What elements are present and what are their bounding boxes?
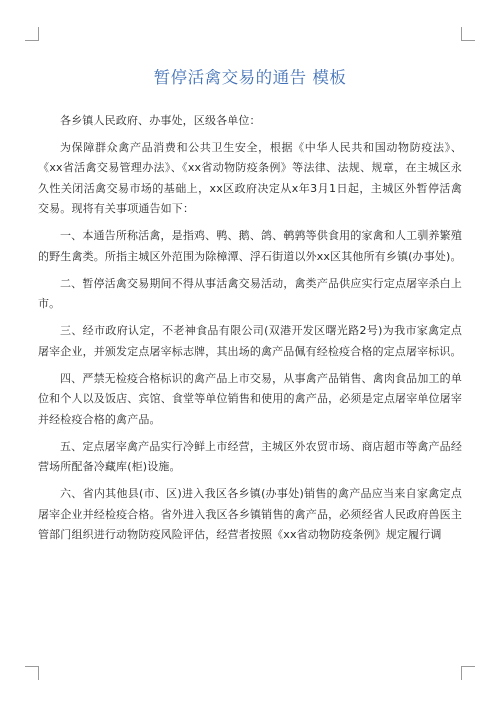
crop-mark-bottom-right bbox=[461, 666, 462, 680]
crop-mark-top-right bbox=[461, 27, 462, 41]
paragraph-item-1: 一、本通告所称活禽，是指鸡、鸭、鹅、鸽、鹌鹑等供食用的家禽和人工驯养繁殖的野生禽类。所指主城区外范围为除樟潭、浮石街道以外xx区其他所有乡镇(办事处)。 bbox=[38, 229, 462, 263]
crop-mark-bottom-left bbox=[25, 666, 39, 667]
paragraph-item-4: 四、严禁无检疫合格标识的禽产品上市交易，从事禽产品销售、禽肉食品加工的单位和个人以及饭店、宾馆、食堂等单位销售和使用的禽产品，必须是定点屠宰单位屠宰并经检疫合格的禽产品。 bbox=[38, 371, 462, 426]
crop-mark-bottom-right bbox=[461, 666, 475, 667]
crop-mark-top-left bbox=[38, 27, 39, 41]
crop-mark-top-left bbox=[25, 40, 39, 41]
document-body bbox=[38, 111, 462, 552]
crop-mark-top-right bbox=[461, 40, 475, 41]
paragraph-item-5: 五、定点屠宰禽产品实行冷鲜上市经营，主城区外农贸市场、商店超市等禽产品经营场所配备冷藏库(柜)设施。 bbox=[38, 439, 462, 473]
salutation: 各乡镇人民政府、办事处，区级各单位： bbox=[60, 114, 261, 127]
paragraph-intro: 为保障群众禽产品消费和公共卫生安全，根据《中华人民共和国动物防疫法》、《xx省活禽交易管理办法》、《xx省动物防疫条例》等法律、法规、规章，在主城区永久性关闭活禽交易市场的基础上，xx区政府决定从x年3月1日起，主城区外暂停活禽交易。现将有关事项通告如下： bbox=[38, 140, 462, 215]
paragraph-item-3: 三、经市政府认定，不老神食品有限公司(双港开发区曙光路2号)为我市家禽定点屠宰企业，并颁发定点屠宰标志牌，其出场的禽产品佩有经检疫合格的定点屠宰标识。 bbox=[38, 324, 462, 358]
crop-mark-bottom-left bbox=[38, 666, 39, 680]
document-title: 暂停活禽交易的通告 模板 bbox=[153, 68, 347, 87]
paragraph-item-6: 六、省内其他县(市、区)进入我区各乡镇(办事处)销售的禽产品应当来自家禽定点屠宰企业并经检疫合格。省外进入我区各乡镇销售的禽产品，必须经省人民政府兽医主管部门组织进行动物防疫风险评估，经营者按照《xx省动物防疫条例》规定履行调 bbox=[38, 487, 462, 541]
paragraph-item-2: 二、暂停活禽交易期间不得从事活禽交易活动，禽类产品供应实行定点屠宰杀白上市。 bbox=[38, 276, 462, 310]
